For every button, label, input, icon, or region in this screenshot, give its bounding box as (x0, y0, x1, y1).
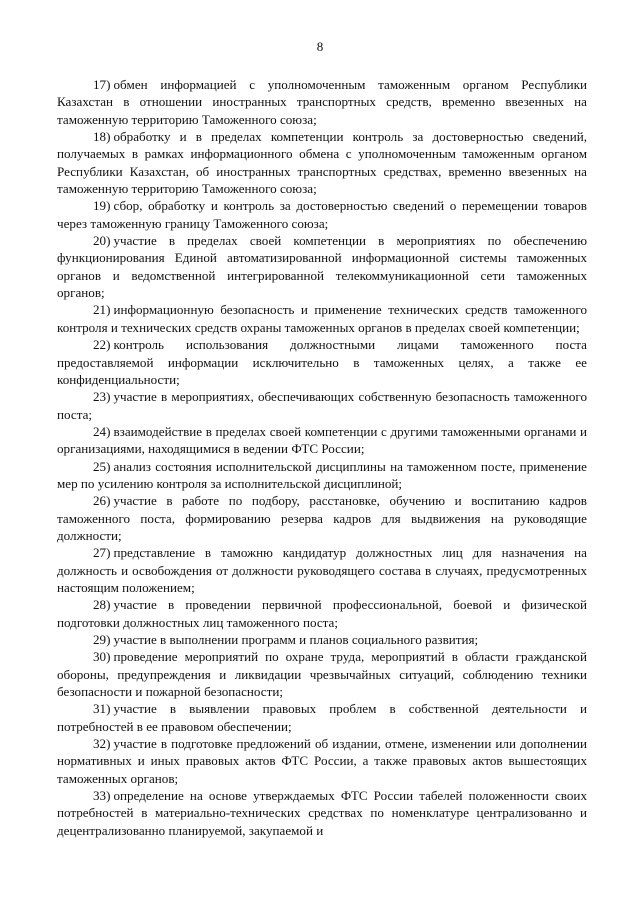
item-number: 17) (93, 77, 111, 92)
list-item (57, 128, 587, 197)
item-text: определение на основе утверждаемых ФТС России табелей положенности своих потребностей в материально-технических средствах по номенклатуре централизованно и децентрализованно планируемой, закупаемой и (57, 788, 587, 838)
list-item (57, 76, 587, 128)
item-text: информационную безопасность и применение технических средств таможенного контроля и технических средств охраны таможенных органов в пределах своей компетенции; (57, 302, 587, 335)
list-item (57, 544, 587, 596)
item-number: 24) (93, 423, 111, 439)
item-number: 20) (93, 233, 111, 249)
item-number: 27) (93, 545, 111, 561)
item-number: 21) (93, 302, 111, 318)
list-item (57, 197, 587, 232)
item-text: обмен информацией с уполномоченным таможенным органом Республики Казахстан в отношении иностранных транспортных средств, временно ввезенных на таможенную территорию Таможенного союза; (57, 77, 587, 127)
list-item (57, 735, 587, 787)
list-item (57, 388, 587, 423)
item-text: участие в выполнении программ и планов социального развития; (113, 632, 479, 647)
item-number: 26) (93, 493, 111, 509)
list-item (57, 423, 587, 458)
list-item (57, 458, 587, 493)
page-number: 8 (316, 39, 324, 54)
item-number: 22) (93, 337, 111, 353)
item-number: 23) (93, 389, 111, 405)
item-number: 32) (93, 736, 111, 752)
item-text: анализ состояния исполнительской дисциплины на таможенном посте, применение мер по усилению контроля за исполнительской дисциплиной; (57, 458, 587, 491)
list-item (57, 301, 587, 336)
list-item (57, 336, 587, 388)
list-item (57, 700, 587, 735)
list-item (57, 648, 587, 700)
item-number: 29) (93, 632, 111, 647)
item-number: 31) (93, 701, 111, 717)
item-number: 19) (93, 198, 111, 214)
item-text: сбор, обработку и контроль за достоверностью сведений о перемещении товаров через таможенную границу Таможенного союза; (57, 198, 587, 231)
item-text: контроль использования должностными лицами таможенного поста предоставляемой информации исключительно в таможенных целях, а также ее конфиденциальности; (57, 337, 587, 387)
item-number: 30) (93, 649, 111, 665)
item-text: участие в работе по подбору, расстановке, обучению и воспитанию кадров таможенного поста, формированию резерва кадров для выдвижения на руководящие должности; (57, 493, 587, 543)
item-text: участие в проведении первичной профессиональной, боевой и физической подготовки должностных лиц таможенного поста; (57, 597, 587, 630)
item-number: 18) (93, 129, 111, 145)
item-text: представление в таможню кандидатур должностных лиц для назначения на должность и освобождения от должности руководящего состава в случаях, предусмотренных настоящим положением; (57, 545, 587, 595)
item-text: участие в выявлении правовых проблем в собственной деятельности и потребностей в ее правовом обеспечении; (57, 701, 587, 734)
item-number: 28) (93, 597, 111, 613)
list-item (57, 596, 587, 631)
list-item (57, 787, 587, 839)
list-item (57, 492, 587, 544)
list-item (57, 631, 587, 648)
item-number: 25) (93, 458, 111, 474)
item-text: участие в подготовке предложений об издании, отмене, изменении или дополнении нормативных и иных правовых актов ФТС России, а также правовых актов вышестоящих таможенных органов; (57, 736, 587, 786)
item-text: проведение мероприятий по охране труда, мероприятий в области гражданской обороны, предупреждения и ликвидации чрезвычайных ситуаций, соблюдению техники безопасности и пожарной безопасности; (57, 649, 587, 700)
document-body (57, 76, 587, 839)
item-text: участие в мероприятиях, обеспечивающих собственную безопасность таможенного поста; (57, 389, 587, 422)
item-text: взаимодействие в пределах своей компетенции с другими таможенными органами и организациями, находящимися в ведении ФТС России; (57, 423, 587, 457)
item-number: 33) (93, 788, 111, 804)
item-text: обработку и в пределах компетенции контроль за достоверностью сведений, получаемых в рамках информационного обмена с уполномоченным таможенным органом Республики Казахстан, об иностранных транспортных средствах, временно ввезенных на таможенную территорию Таможенного союза; (57, 129, 587, 197)
item-text: участие в пределах своей компетенции в мероприятиях по обеспечению функционирования Единой автоматизированной информационной системы таможенных органов и ведомственной интегрированной телекоммуникационной сети таможенных органов; (57, 233, 587, 301)
list-item (57, 232, 587, 301)
